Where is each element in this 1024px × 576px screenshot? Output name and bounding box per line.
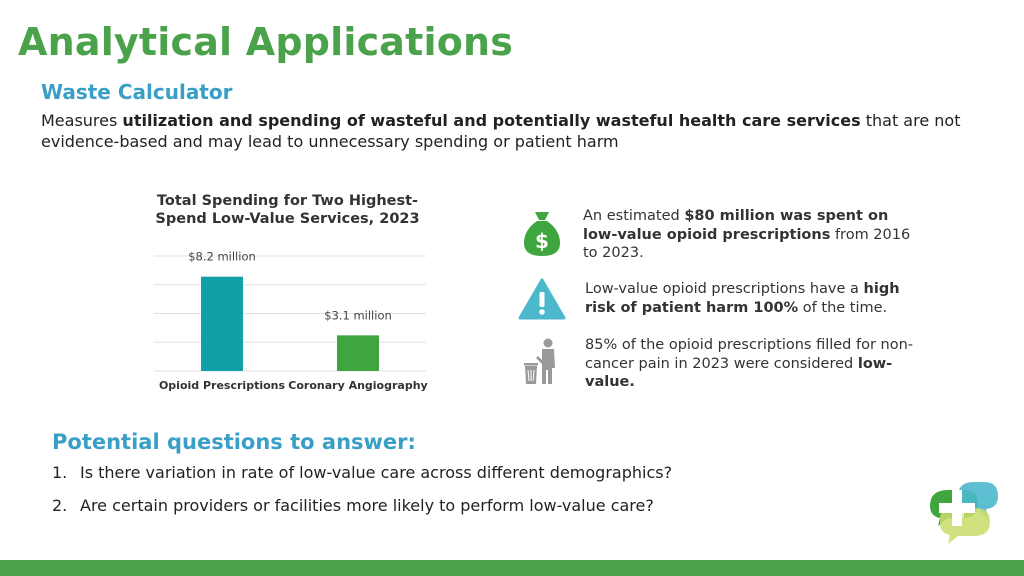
bar-0 [201,277,243,371]
data-label: $3.1 million [324,308,392,323]
question-text: Is there variation in rate of low-value care across different demographics? [80,463,673,482]
fact-2-text-c: of the time. [798,299,888,316]
fact-1-text-c: from 2016 to 2023. [583,226,911,261]
question-text: Are certain providers or facilities more likely to perform low-value care? [80,496,654,515]
svg-text:$: $ [535,229,549,253]
question-number: 1. [52,463,68,482]
warning-icon [517,277,567,321]
data-label: $8.2 million [188,249,256,264]
description [41,110,971,152]
category-label: Coronary Angiography [288,379,428,392]
fact-3-text-a: 85% of the opioid prescriptions filled for non-cancer pain in 2023 were considered [585,337,914,372]
footer-bar [0,560,1024,576]
bar-1 [337,335,379,371]
fact-1 [583,207,913,263]
fact-2-text-bold: high risk of patient harm 100% [585,281,900,316]
page-number: 15 [951,508,965,521]
bar-chart [140,236,440,396]
question-item [52,496,654,515]
description-bold: utilization and spending of wasteful and potentially wasteful health care services [122,111,861,130]
section-subtitle: Waste Calculator [41,80,233,104]
trash-person-icon [522,336,562,386]
category-label: Opioid Prescriptions [158,379,286,392]
fact-2 [585,280,920,317]
question-item [52,463,672,482]
questions-title: Potential questions to answer: [52,430,416,454]
question-number: 2. [52,496,68,515]
description-suffix: that are not evidence-based and may lead to unnecessary spending or patient harm [41,111,961,151]
fact-1-text-bold: $80 million was spent on low-value opioid prescriptions [583,208,889,243]
chart-title: Total Spending for Two Highest-Spend Low-Value Services, 2023 [155,193,420,227]
fact-1-text-a: An estimated [583,208,685,224]
page-title: Analytical Applications [18,20,514,64]
fact-3-text-bold: low-value. [585,355,893,390]
money-bag-icon [520,208,564,258]
fact-2-text-a: Low-value opioid prescriptions have a [585,281,864,297]
description-prefix: Measures [41,111,123,130]
fact-3 [585,336,915,392]
